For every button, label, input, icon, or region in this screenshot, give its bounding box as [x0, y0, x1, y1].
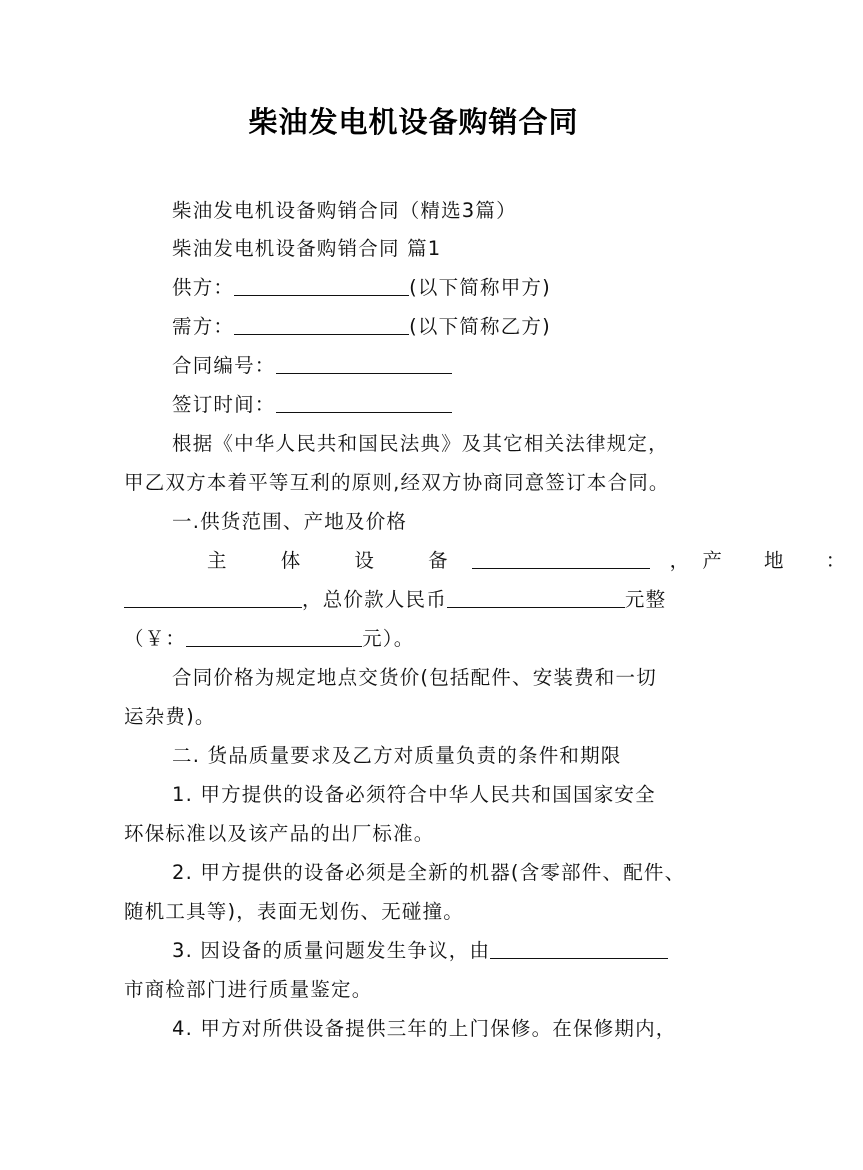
sign-time-line — [172, 393, 452, 417]
s1-origin-label: 产 地 ： — [702, 549, 863, 572]
item3-line-1 — [172, 939, 668, 963]
intro-line-1: 根据《中华人民共和国民法典》及其它相关法律规定， — [172, 432, 669, 455]
s1-total-price-line — [124, 588, 666, 612]
s1-main-equipment-label: 主 体 设 备 — [207, 549, 472, 572]
s1-rmb-blank — [186, 628, 362, 647]
sign-time-label: 签订时间： — [172, 393, 276, 416]
item2-line-1: 2. 甲方提供的设备必须是全新的机器(含零部件、配件、 — [172, 861, 686, 884]
supplier-blank — [234, 277, 409, 296]
contract-no-blank — [276, 355, 452, 374]
section2-heading: 二. 货品质量要求及乙方对质量负责的条件和期限 — [172, 744, 622, 767]
item2-line-2: 随机工具等)，表面无划伤、无碰撞。 — [124, 900, 465, 923]
s1-rmb-open: （￥： — [124, 627, 187, 650]
buyer-suffix: (以下简称乙方) — [409, 315, 551, 338]
contract-no-line — [172, 354, 452, 378]
buyer-line — [172, 315, 551, 339]
sign-time-blank — [276, 394, 452, 413]
price-line-2: 运杂费)。 — [124, 705, 216, 728]
subtitle-selected: 柴油发电机设备购销合同（精选3篇） — [172, 199, 517, 222]
s1-comma: ， — [669, 549, 691, 572]
price-line-1: 合同价格为规定地点交货价(包括配件、安装费和一切 — [172, 666, 657, 689]
item1-line-2: 环保标准以及该产品的出厂标准。 — [124, 822, 435, 845]
intro-line-2: 甲乙双方本着平等互利的原则,经双方协商同意签订本合同。 — [124, 471, 670, 494]
item3-blank — [490, 940, 668, 959]
document-title: 柴油发电机设备购销合同 — [248, 105, 579, 139]
item3-line-2: 市商检部门进行质量鉴定。 — [124, 978, 373, 1001]
part-heading: 柴油发电机设备购销合同 篇1 — [172, 237, 442, 260]
s1-origin-blank — [124, 589, 302, 608]
buyer-label: 需方： — [172, 315, 235, 338]
item3-text: 3. 因设备的质量问题发生争议，由 — [172, 939, 491, 962]
s1-main-equipment-line — [207, 549, 863, 573]
buyer-blank — [234, 316, 409, 335]
supplier-line — [172, 276, 551, 300]
s1-total-price-blank — [447, 589, 625, 608]
s1-main-equipment-blank — [472, 550, 650, 569]
item4-line-1: 4. 甲方对所供设备提供三年的上门保修。在保修期内， — [172, 1017, 677, 1040]
section1-heading: 一.供货范围、产地及价格 — [172, 510, 408, 533]
supplier-suffix: (以下简称甲方) — [409, 276, 551, 299]
contract-no-label: 合同编号： — [172, 354, 276, 377]
s1-rmb-close: 元）。 — [362, 627, 415, 650]
supplier-label: 供方： — [172, 276, 235, 299]
s1-total-price-label: ，总价款人民币 — [302, 588, 447, 611]
item1-line-1: 1. 甲方提供的设备必须符合中华人民共和国国家安全 — [172, 783, 656, 806]
s1-rmb-line — [124, 627, 414, 651]
s1-yuan-whole: 元整 — [624, 588, 667, 611]
